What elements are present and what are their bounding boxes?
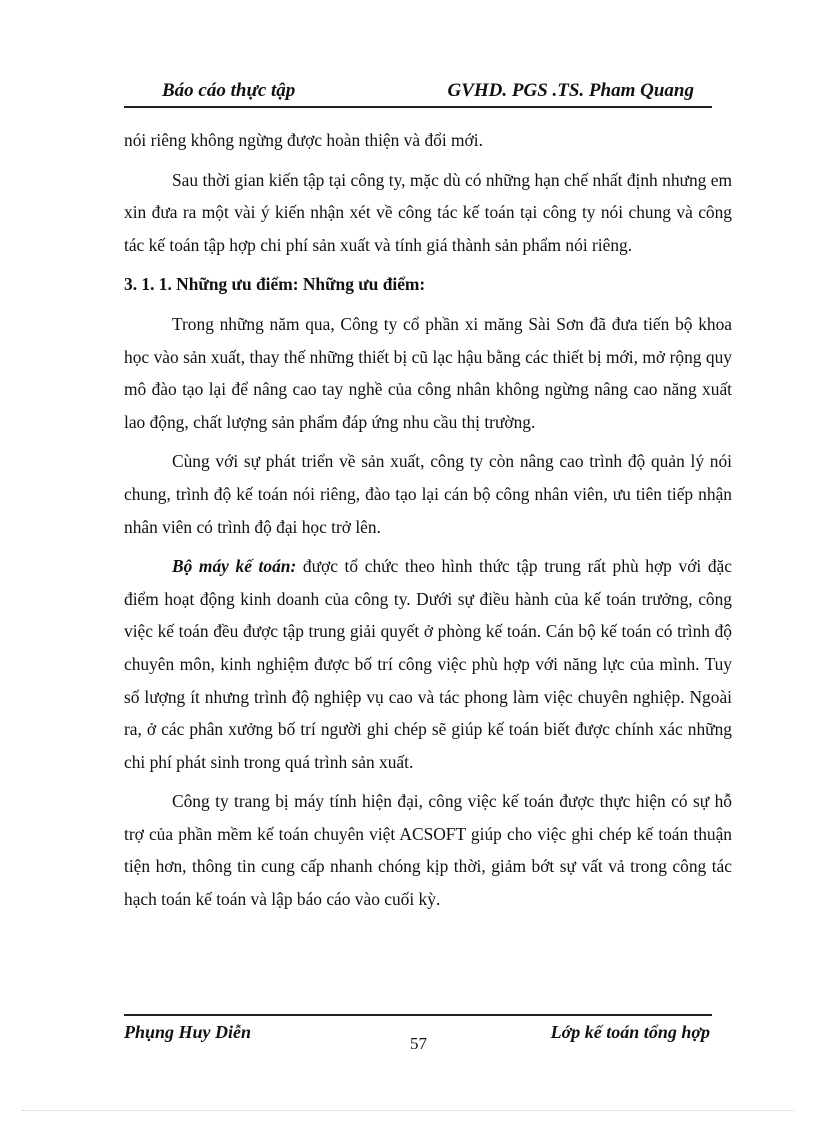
paragraph-progress: Trong những năm qua, Công ty cổ phần xi măng Sài Sơn đã đưa tiến bộ khoa học vào sản xuất, thay thế những thiết bị cũ lạc hậu bằng các thiết bị mới, mở rộng quy mô đào tạo lại để nâng cao tay nghề của công nhân không ngừng nâng cao năng xuất lao động, chất lượng sản phẩm đáp ứng nhu cầu thị trường. bbox=[124, 313, 732, 432]
paragraph-management: Cùng với sự phát triển về sản xuất, công ty còn nâng cao trình độ quản lý nói chung, trình độ kế toán nói riêng, đào tạo lại cán bộ công nhân viên, ưu tiên tiếp nhận nhân viên có trình độ đại học trở lên. bbox=[124, 451, 732, 537]
page-number: 57 bbox=[410, 1034, 427, 1053]
paragraph-software: Công ty trang bị máy tính hiện đại, công việc kế toán được thực hiện có sự hỗ trợ của phần mềm kế toán chuyên việt ACSOFT giúp cho việc ghi chép kế toán thuận tiện hơn, thông tin cung cấp nhanh chóng kịp thời, giảm bớt sự vất vả trong công tác hạch toán kế toán và lập báo cáo vào cuối kỳ. bbox=[124, 791, 732, 910]
accounting-apparatus-label: Bộ máy kế toán: bbox=[172, 556, 297, 577]
page-header bbox=[124, 78, 712, 108]
footer-class: Lớp kế toán tổng hợp bbox=[550, 1022, 710, 1042]
footer-divider bbox=[124, 1014, 712, 1016]
header-report-title: Báo cáo thực tập bbox=[162, 80, 296, 101]
section-heading: 3. 1. 1. Những ưu điểm: Những ưu điểm: bbox=[124, 274, 426, 295]
footer-author: Phụng Huy Diễn bbox=[124, 1022, 252, 1042]
paragraph-continuation: nói riêng không ngừng được hoàn thiện và đổi mới. bbox=[124, 130, 483, 150]
paragraph-accounting-apparatus bbox=[124, 550, 732, 778]
paragraph-intro: Sau thời gian kiến tập tại công ty, mặc dù có những hạn chế nhất định nhưng em xin đưa ra một vài ý kiến nhận xét về công tác kế toán tại công ty nói chung và công tác kế toán tập hợp chi phí sản xuất và tính giá thành sản phẩm nói riêng. bbox=[124, 169, 732, 255]
page-boundary bbox=[22, 1110, 794, 1111]
header-supervisor: GVHD. PGS .TS. Pham Quang bbox=[447, 80, 694, 101]
document-body bbox=[124, 124, 732, 923]
accounting-apparatus-text: được tổ chức theo hình thức tập trung rất phù hợp với đặc điểm hoạt động kinh doanh của công ty. Dưới sự điều hành của kế toán trưởng, công việc kế toán đều được tập trung giải quyết ở phòng kế toán. Cán bộ kế toán có trình độ chuyên môn, kinh nghiệm được bố trí công việc phù hợp với năng lực của mình. Tuy số lượng ít nhưng trình độ nghiệp vụ cao và tác phong làm việc chuyên nghiệp. Ngoài ra, ở các phân xưởng bố trí người ghi chép sẽ giúp kế toán biết được chính xác những chi phí phát sinh trong quá trình sản xuất. bbox=[124, 556, 732, 772]
